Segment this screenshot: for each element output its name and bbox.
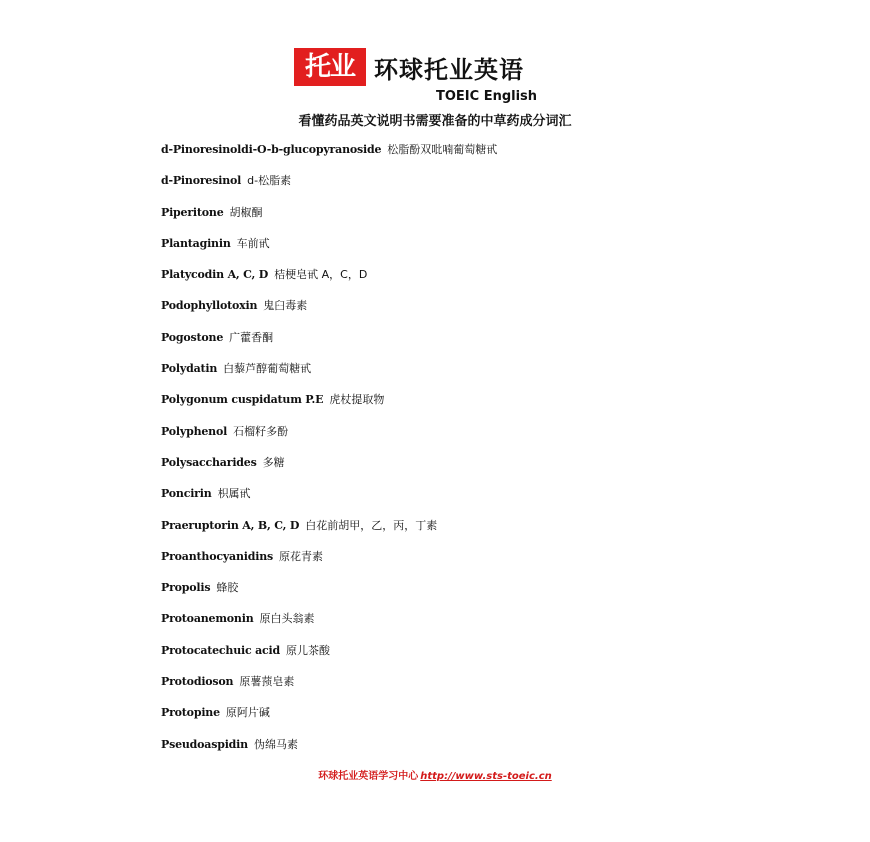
logo-subtitle: TOEIC English <box>436 89 538 104</box>
document-title: 看懂药品英文说明书需要准备的中草药成分词汇 <box>298 114 572 129</box>
term-chinese: 胡椒酮 <box>229 205 263 219</box>
term-chinese: 虎杖提取物 <box>329 393 385 407</box>
page-footer <box>0 767 870 782</box>
term-chinese: 白花前胡甲，乙，丙，丁素 <box>305 518 438 532</box>
term-english: Protoanemonin <box>161 612 254 626</box>
logo-name: 环球托业英语 <box>374 55 524 84</box>
term-chinese: 原儿茶酸 <box>286 643 331 657</box>
term-english: Platycodin A, C, D <box>161 268 269 282</box>
term-chinese: 多糖 <box>262 455 285 469</box>
term-chinese: 石榴籽多酚 <box>233 424 289 438</box>
term-item <box>161 361 497 392</box>
term-chinese: 原阿片碱 <box>225 706 270 720</box>
term-item <box>161 674 497 705</box>
term-chinese: 广藿香酮 <box>229 330 274 344</box>
term-chinese: 鬼臼毒素 <box>263 299 308 313</box>
term-english: Polydatin <box>161 362 218 376</box>
term-chinese: 松脂酚双吡喃葡萄糖甙 <box>387 143 498 156</box>
term-english: Pseudoaspidin <box>161 737 248 751</box>
term-item <box>161 643 497 674</box>
term-english: Proanthocyanidins <box>161 549 273 563</box>
term-english: Podophyllotoxin <box>161 299 258 313</box>
term-english: Plantaginin <box>161 236 231 250</box>
term-english: Polyphenol <box>161 424 228 438</box>
term-english: Protodioson <box>161 675 234 689</box>
term-item <box>161 267 497 298</box>
term-english: Poncirin <box>161 487 212 501</box>
term-english: Protocatechuic acid <box>161 643 281 657</box>
term-chinese: 枳属甙 <box>217 487 251 501</box>
term-english: Pogostone <box>161 330 224 344</box>
term-chinese: 白藜芦醇葡萄糖甙 <box>223 362 312 376</box>
logo-mark: 托业 <box>294 48 366 86</box>
term-item <box>161 580 497 611</box>
footer-label: 环球托业英语学习中心 <box>318 771 419 782</box>
term-english: Polysaccharides <box>161 455 257 469</box>
term-english: Polygonum cuspidatum P.E <box>161 393 324 407</box>
term-item <box>161 486 497 517</box>
term-item <box>161 549 497 580</box>
term-chinese: d-松脂素 <box>247 174 292 188</box>
term-english: Piperitone <box>161 205 224 219</box>
term-chinese: 原薯蓣皂素 <box>239 675 295 689</box>
term-english: Praeruptorin A, B, C, D <box>161 518 300 532</box>
term-chinese: 伪绵马素 <box>253 737 298 751</box>
term-item <box>161 142 497 173</box>
term-item <box>161 611 497 642</box>
term-item <box>161 392 497 423</box>
term-english: Protopine <box>161 706 220 720</box>
term-english: d-Pinoresinol <box>161 174 242 188</box>
term-item <box>161 705 497 736</box>
term-english: Propolis <box>161 581 211 595</box>
term-chinese: 原花青素 <box>279 549 323 563</box>
term-item <box>161 455 497 486</box>
term-chinese: 桔梗皂甙 A，C，D <box>274 268 368 282</box>
term-item <box>161 424 497 455</box>
term-chinese: 蜂胶 <box>216 581 239 595</box>
term-item <box>161 236 497 267</box>
term-chinese: 原白头翁素 <box>259 612 315 626</box>
term-item <box>161 173 497 204</box>
term-english: d-Pinoresinoldi-O-b-glucopyranoside <box>161 143 382 156</box>
footer-link[interactable]: http://www.sts-toeic.cn <box>420 771 552 782</box>
term-item <box>161 330 497 361</box>
term-list <box>161 142 497 768</box>
term-chinese: 车前甙 <box>236 236 270 250</box>
term-item <box>161 737 497 768</box>
term-item <box>161 518 497 549</box>
brand-logo <box>294 48 524 86</box>
term-item <box>161 298 497 329</box>
term-item <box>161 205 497 236</box>
